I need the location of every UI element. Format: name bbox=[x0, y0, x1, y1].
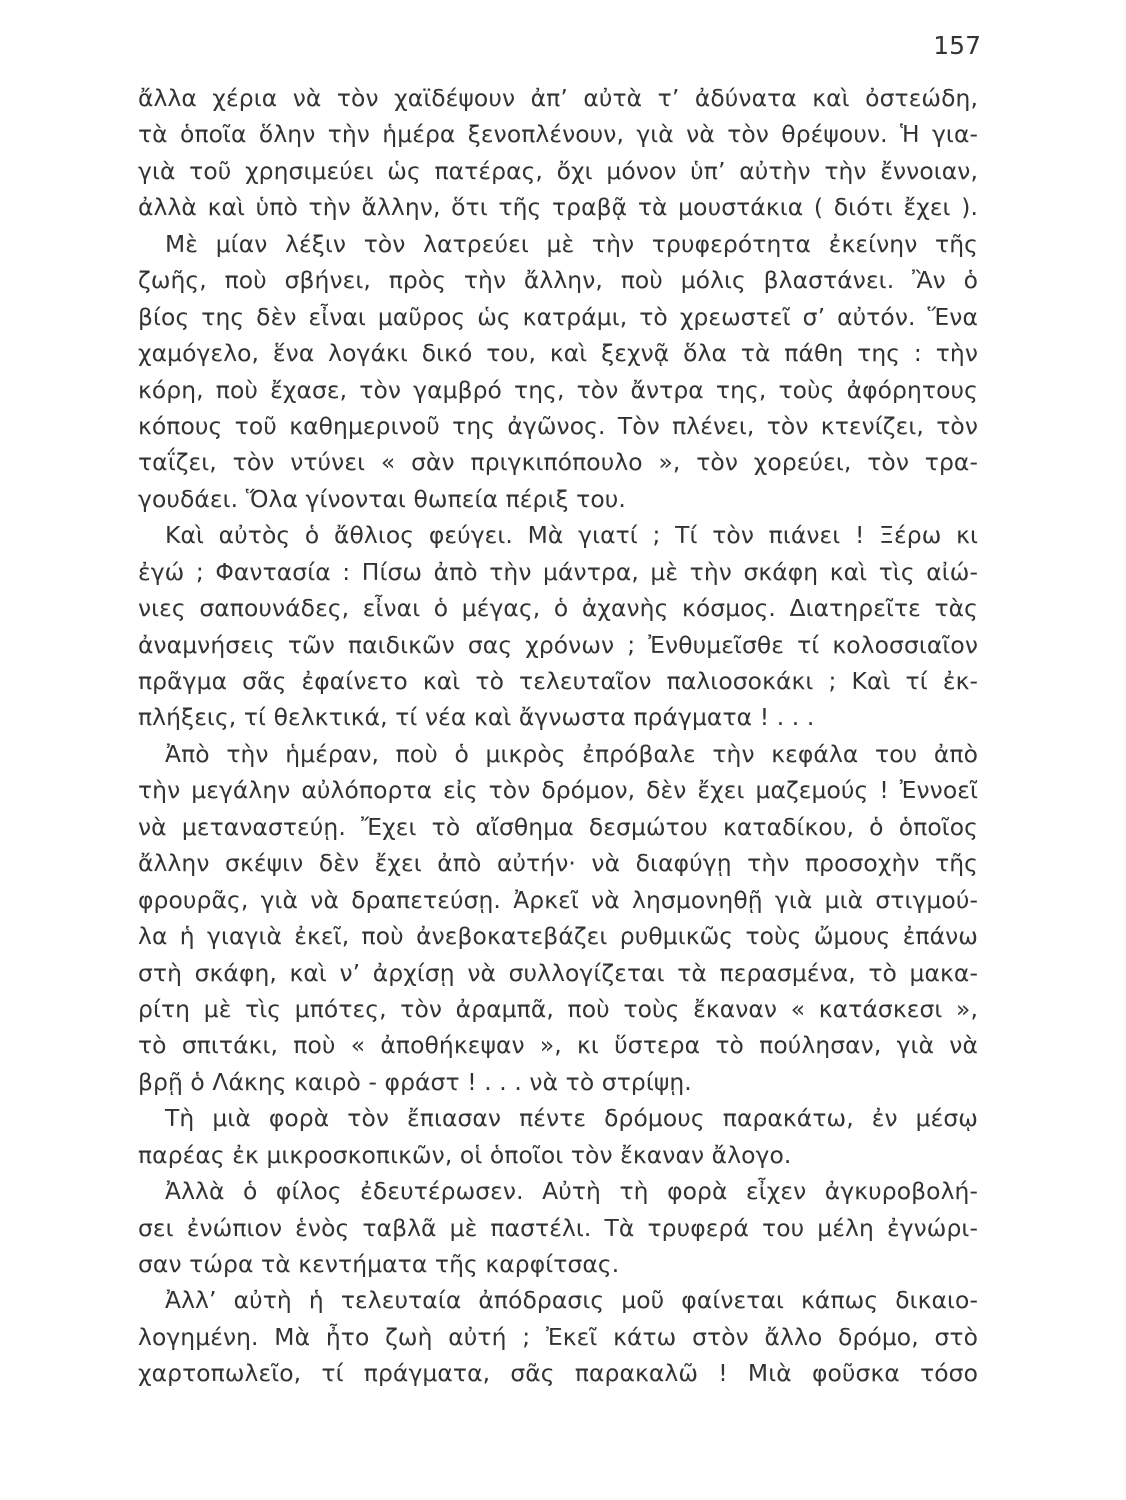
text-line: σει ἐνώπιον ἑνὸς ταβλᾶ μὲ παστέλι. Τὰ τρυφερά του μέλη ἐγνώρι- bbox=[138, 1213, 978, 1242]
text-line: Μὲ μίαν λέξιν τὸν λατρεύει μὲ τὴν τρυφερότητα ἐκείνην τῆς bbox=[165, 229, 978, 258]
text-line: νιες σαπουνάδες, εἶναι ὁ μέγας, ὁ ἀχανὴς κόσμος. Διατηρεῖτε τὰς bbox=[138, 594, 978, 623]
text-line: ἀλλὰ καὶ ὑπὸ τὴν ἄλλην, ὅτι τῆς τραβᾷ τὰ μουστάκια ( διότι ἔχει ). bbox=[138, 193, 978, 222]
text-line: Ἀλλ’ αὐτὴ ἡ τελευταία ἀπόδρασις μοῦ φαίνεται κάπως δικαιο- bbox=[165, 1286, 978, 1315]
body-text bbox=[138, 80, 978, 1392]
text-line: τὰ ὁποῖα ὅλην τὴν ἡμέρα ξενοπλένουν, γιὰ νὰ τὸν θρέψουν. Ἡ για- bbox=[138, 120, 978, 149]
text-line: γιὰ τοῦ χρησιμεύει ὡς πατέρας, ὄχι μόνον ὑπ’ αὐτὴν τὴν ἔννοιαν, bbox=[138, 156, 978, 185]
text-line: τὸ σπιτάκι, ποὺ « ἀποθήκεψαν », κι ὕστερα τὸ πούλησαν, γιὰ νὰ bbox=[138, 1031, 978, 1060]
text-line: ζωῆς, ποὺ σβήνει, πρὸς τὴν ἄλλην, ποὺ μόλις βλαστάνει. Ἂν ὁ bbox=[138, 266, 978, 295]
text-line: λογημένη. Μὰ ἦτο ζωὴ αὐτή ; Ἐκεῖ κάτω στὸν ἄλλο δρόμο, στὸ bbox=[138, 1322, 978, 1351]
text-line: Τὴ μιὰ φορὰ τὸν ἔπιασαν πέντε δρόμους παρακάτω, ἐν μέσῳ bbox=[165, 1104, 978, 1133]
text-line: ἄλλα χέρια νὰ τὸν χαϊδέψουν ἀπ’ αὐτὰ τ’ ἀδύνατα καὶ ὀστεώδη, bbox=[138, 84, 978, 112]
page-number: 157 bbox=[933, 31, 981, 60]
text-line: πλήξεις, τί θελκτικά, τί νέα καὶ ἄγνωστα πράγματα ! . . . bbox=[138, 703, 815, 732]
text-line: Καὶ αὐτὸς ὁ ἄθλιος φεύγει. Μὰ γιατί ; Τί τὸν πιάνει ! Ξέρω κι bbox=[165, 521, 978, 550]
text-line: στὴ σκάφη, καὶ ν’ ἀρχίσῃ νὰ συλλογίζεται τὰ περασμένα, τὸ μακα- bbox=[138, 958, 978, 987]
text-line: Ἀπὸ τὴν ἡμέραν, ποὺ ὁ μικρὸς ἐπρόβαλε τὴν κεφάλα του ἀπὸ bbox=[165, 739, 978, 768]
text-line: φρουρᾶς, γιὰ νὰ δραπετεύσῃ. Ἀρκεῖ νὰ λησμονηθῇ γιὰ μιὰ στιγμού- bbox=[138, 885, 978, 914]
text-line: γουδάει. Ὅλα γίνονται θωπεία πέριξ του. bbox=[138, 484, 626, 513]
text-line: σαν τώρα τὰ κεντήματα τῆς καρφίτσας. bbox=[138, 1250, 620, 1278]
text-line: κόπους τοῦ καθημερινοῦ της ἀγῶνος. Τὸν πλένει, τὸν κτενίζει, τὸν bbox=[138, 411, 978, 440]
text-line: ρίτη μὲ τὶς μπότες, τὸν ἀραμπᾶ, ποὺ τοὺς ἔκαναν « κατάσκεσι », bbox=[138, 994, 978, 1023]
text-line: κόρη, ποὺ ἔχασε, τὸν γαμβρό της, τὸν ἄντρα της, τοὺς ἀφόρητους bbox=[138, 375, 978, 404]
text-line: πρᾶγμα σᾶς ἐφαίνετο καὶ τὸ τελευταῖον παλιοσοκάκι ; Καὶ τί ἐκ- bbox=[138, 667, 978, 695]
text-line: βρῇ ὁ Λάκης καιρὸ - φράστ ! . . . νὰ τὸ στρίψῃ. bbox=[138, 1067, 692, 1096]
text-line: τὴν μεγάλην αὐλόπορτα εἰς τὸν δρόμον, δὲν ἔχει μαζεμούς ! Ἐννοεῖ bbox=[138, 776, 978, 805]
text-line: ταΐζει, τὸν ντύνει « σὰν πριγκιπόπουλο », τὸν χορεύει, τὸν τρα- bbox=[138, 448, 978, 477]
text-line: παρέας ἐκ μικροσκοπικῶν, οἱ ὁποῖοι τὸν ἔκαναν ἄλογο. bbox=[138, 1140, 792, 1169]
text-line: Ἀλλὰ ὁ φίλος ἐδευτέρωσεν. Αὐτὴ τὴ φορὰ εἶχεν ἀγκυροβολή- bbox=[165, 1177, 978, 1206]
text-line: ἄλλην σκέψιν δὲν ἔχει ἀπὸ αὐτήν· νὰ διαφύγῃ τὴν προσοχὴν τῆς bbox=[138, 849, 978, 878]
text-line: ἀναμνήσεις τῶν παιδικῶν σας χρόνων ; Ἐνθυμεῖσθε τί κολοσσιαῖον bbox=[138, 630, 978, 659]
text-line: βίος της δὲν εἶναι μαῦρος ὡς κατράμι, τὸ χρεωστεῖ σ’ αὐτόν. Ἕνα bbox=[138, 302, 978, 331]
text-line: χαρτοπωλεῖο, τί πράγματα, σᾶς παρακαλῶ ! Μιὰ φοῦσκα τόσο bbox=[138, 1359, 978, 1388]
text-line: λα ἡ γιαγιὰ ἐκεῖ, ποὺ ἀνεβοκατεβάζει ρυθμικῶς τοὺς ὤμους ἐπάνω bbox=[138, 922, 978, 951]
text-line: χαμόγελο, ἕνα λογάκι δικό του, καὶ ξεχνᾷ ὅλα τὰ πάθη της : τὴν bbox=[138, 339, 978, 368]
text-line: νὰ μεταναστεύῃ. Ἔχει τὸ αἴσθημα δεσμώτου καταδίκου, ὁ ὁποῖος bbox=[138, 812, 978, 841]
text-line: ἐγώ ; Φαντασία : Πίσω ἀπὸ τὴν μάντρα, μὲ τὴν σκάφη καὶ τὶς αἰώ- bbox=[138, 557, 978, 586]
